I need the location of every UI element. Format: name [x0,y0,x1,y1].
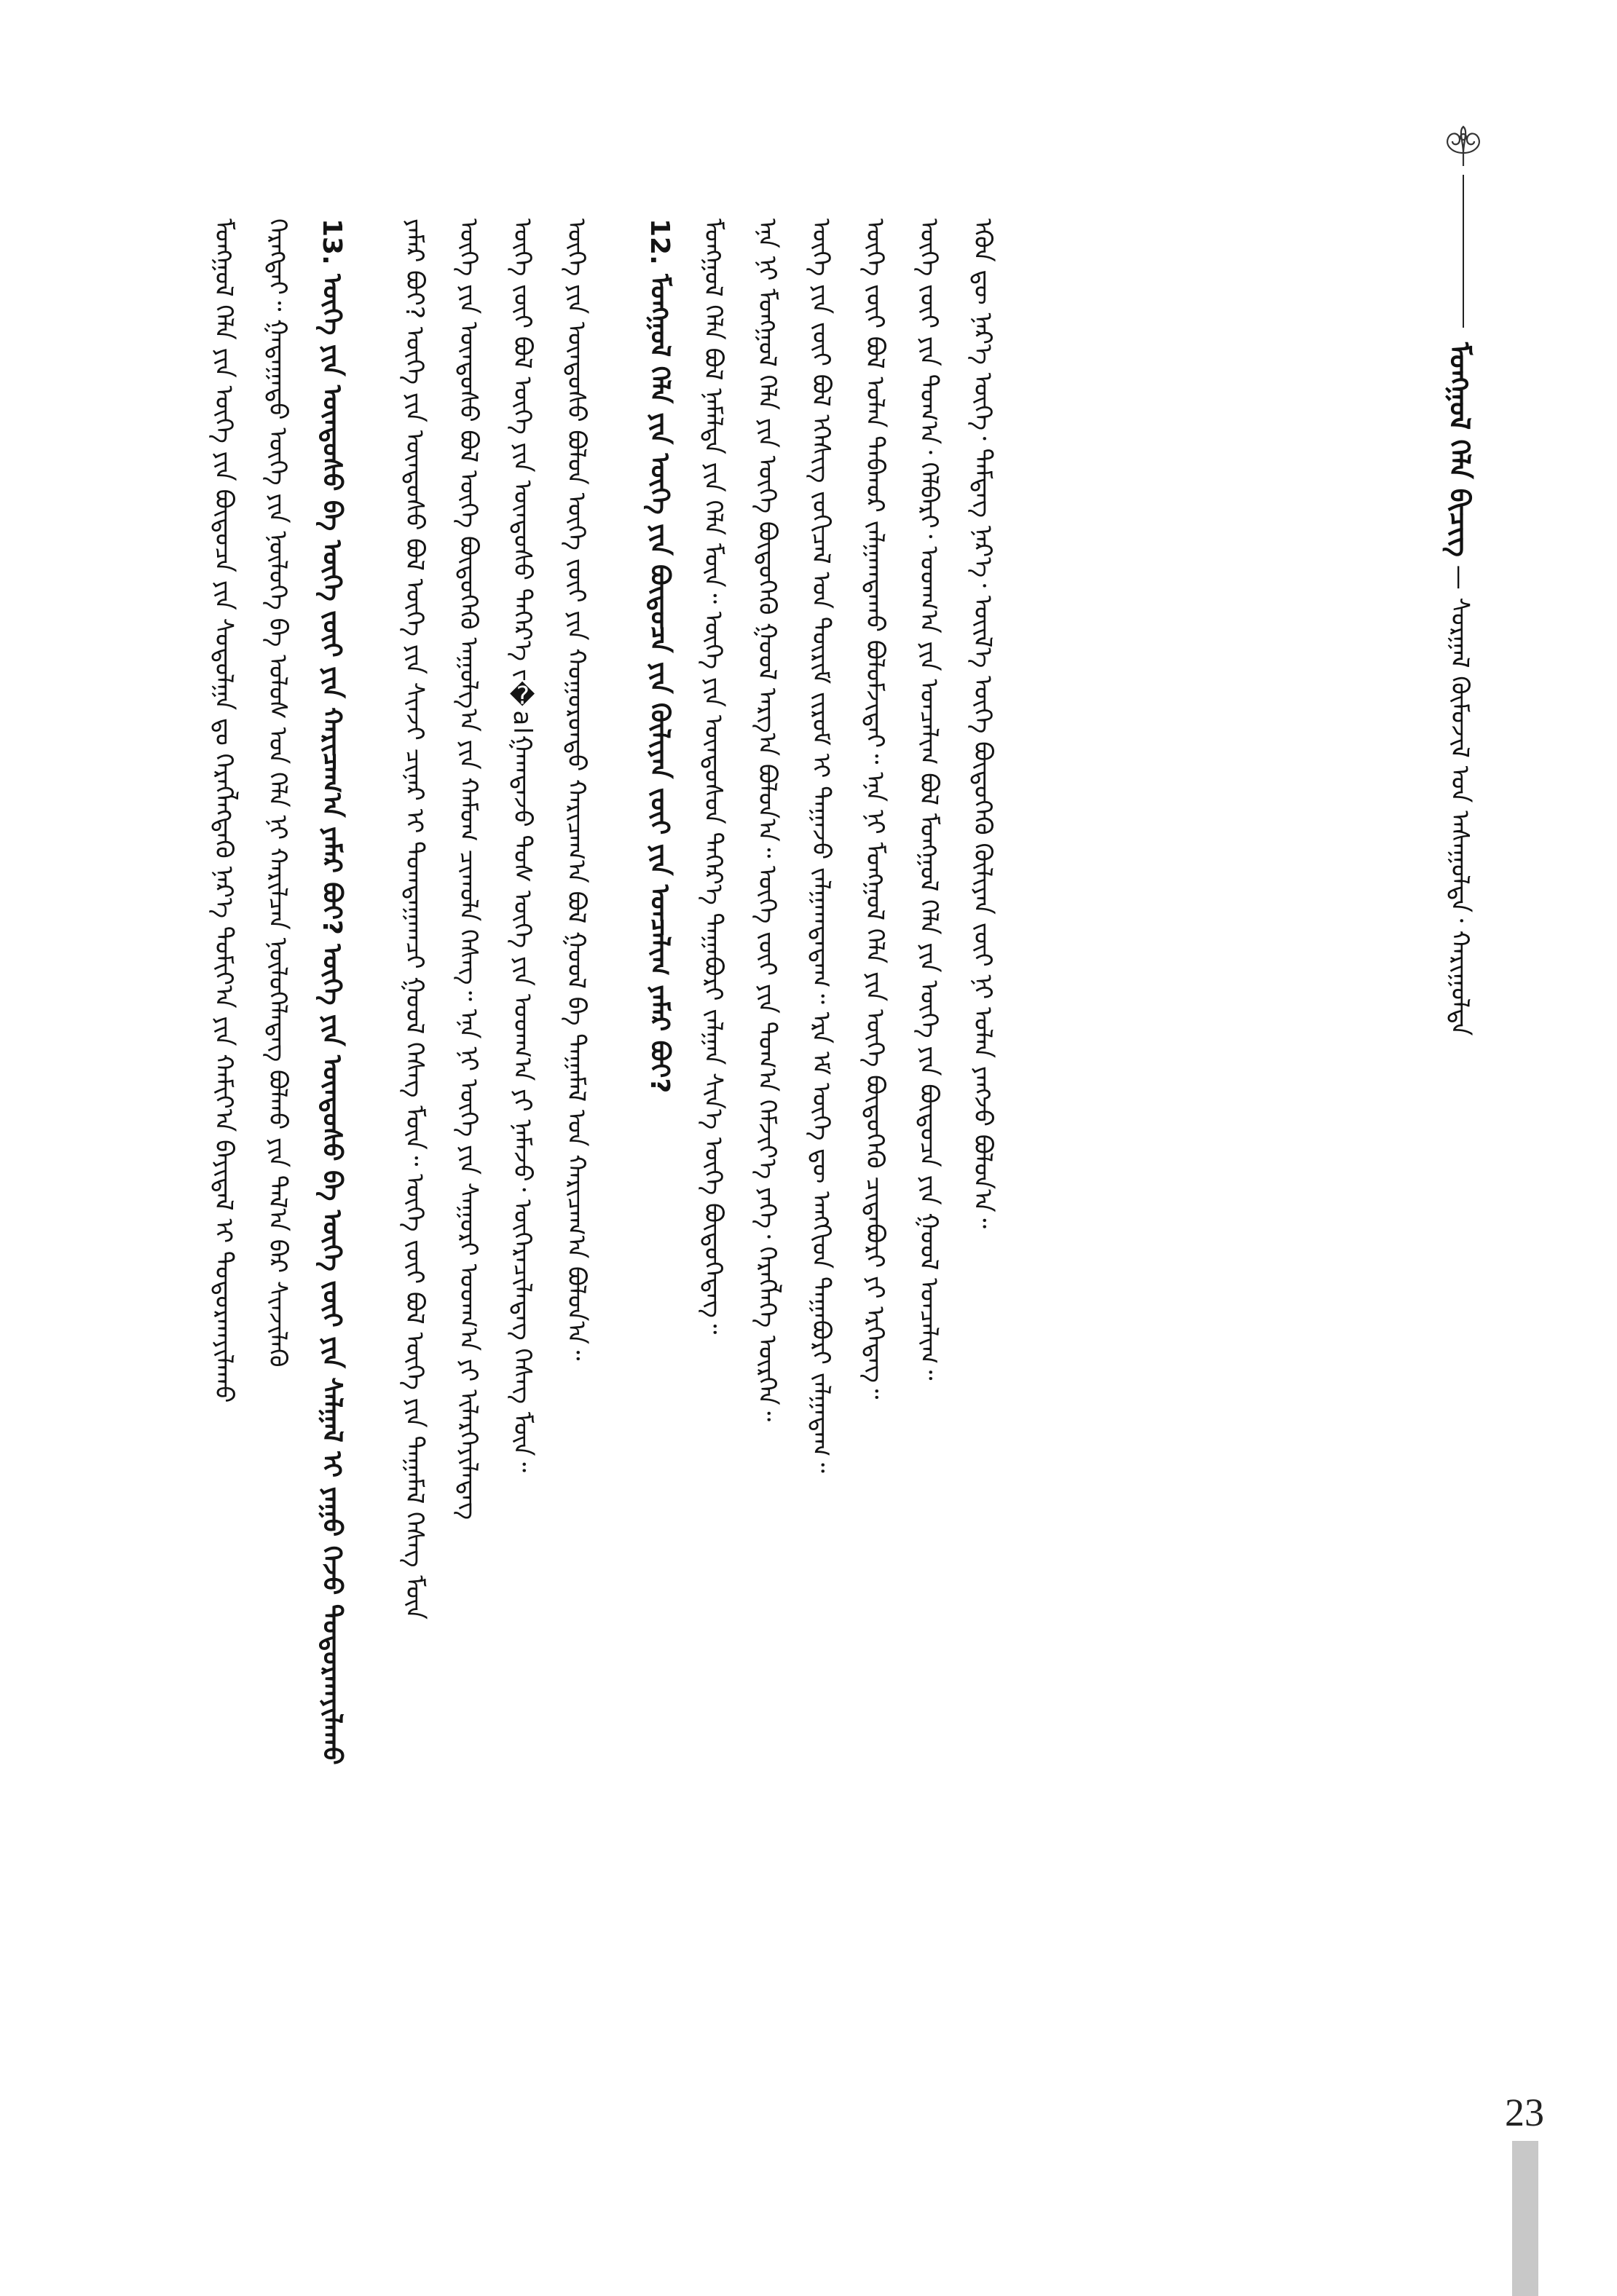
body-text [197,218,1377,2170]
text-column: ᠮᠣᠩᠭᠣᠯ ᠬᠡᠯᠡ ᠶᠢᠨ ᠦᠭᠡ ᠶᠢᠨ ᠪᠦᠲᠦᠴᠡ ᠶᠢᠨ ᠰᠤᠳᠤᠯᠭᠠ ᠳᠤ ᠬᠡᠷᠡᠭᠯᠡᠭᠳᠡᠬᠦ ᠨᠡᠷ᠎ᠡ ᠲᠣᠮᠢᠶ᠎ᠠ ᠶᠢᠨ ᠬᠠᠮᠢᠶ᠎ᠠ ᠪᠠᠶᠢᠳᠠᠯ ᠢ ᠲᠣᠳᠣᠷᠬᠠᠶᠢᠯᠠᠬᠤ [209,218,238,1403]
text-column: ᠮᠣᠩᠭᠣᠯ ᠬᠡᠯᠡ ᠪᠣᠯ ᠨᠡᠮᠡᠯᠲᠡ ᠶᠢᠨ ᠬᠡᠯᠡ ᠮᠥᠨ᠃ ᠦᠭᠡ ᠶᠢᠨ ᠦᠨᠳᠦᠰᠦᠨ ᠳᠡᠭᠡᠷ᠎ᠡ ᠳᠠᠭᠠᠪᠤᠷᠢ ᠵᠠᠯᠭᠠᠨ ᠰᠢᠨ᠎ᠡ ᠦᠭᠡ ᠪᠦᠲᠦᠭᠡᠳᠡᠭ᠃ [699,218,728,1335]
header-subtitle: — ᠰᠤᠷᠭᠠᠯ ᠬᠦᠮᠦᠵᠢᠯ ᠤᠨ ᠠᠰᠠᠭᠤᠯᠲᠠ᠂ ᠬᠠᠷᠢᠭᠤᠯᠲᠠ [1445,564,1474,1036]
question-heading: 12. ᠮᠣᠩᠭᠣᠯ ᠬᠡᠯᠡ ᠶᠢᠨ ᠦᠭᠡ ᠶᠢᠨ ᠪᠦᠲᠦᠴᠡ ᠶᠢᠨ ᠬᠦᠯᠢᠶᠡᠨ ᠵᠦᠢ ᠶᠢᠨ ᠣᠨᠴᠠᠯᠢᠭ ᠶᠠᠮᠠᠷ ᠪᠣᠢ? [645,218,674,1094]
text-column: ᠦᠭᠡ ᠶᠢᠨ ᠦᠨᠳᠦᠰᠦ ᠪᠣᠯᠤᠨ ᠦᠭᠡ ᠵᠦᠢ ᠶᠢᠨ ᠬᠣᠭᠣᠷᠣᠨᠳᠤ ᠬᠠᠷᠢᠴᠠᠭ᠎ᠠ ᠪᠣᠯ ᠭᠣᠣᠯ ᠪᠠ ᠳᠠᠭᠠᠮᠠᠯ ᠤᠨ ᠬᠠᠷᠢᠴᠠᠭ᠎ᠠ ᠪᠣᠯᠤᠨ᠎ᠠ᠃ [562,218,591,1361]
header-rule [1463,175,1464,328]
text-column: ᠦᠭᠡ ᠵᠦᠢ ᠪᠣᠯ ᠣᠯᠠᠨ ᠳᠠᠪᠬᠤᠷ ᠵᠠᠯᠭᠠᠭᠳᠠᠬᠤ ᠪᠣᠯᠤᠮᠵᠢᠲᠠᠢ᠃ ᠡᠨᠡ ᠨᠢ ᠮᠣᠩᠭᠣᠯ ᠬᠡᠯᠡ ᠶᠢᠨ ᠦᠭᠡ ᠪᠦᠲᠦᠭᠡᠬᠦ ᠴᠢᠳᠠᠪᠤᠷᠢ ᠶᠢ ᠡᠷᠬᠡᠳᠡᠭ᠃ [860,218,889,1400]
text-column: ᠦᠭᠡ ᠶᠢᠨ ᠦᠨᠳᠦᠰᠦ ᠪᠣᠯ ᠦᠭᠡ ᠪᠦᠲᠦᠭᠡᠬᠦ ᠠᠭᠤᠯᠭ᠎ᠠ ᠶᠢᠨ ᠬᠠᠮᠤᠭ ᠴᠢᠬᠤᠯᠠ ᠬᠡᠰᠡᠭ᠃ ᠡᠨᠡ ᠨᠢ ᠦᠭᠡ ᠶᠢᠨ ᠰᠠᠭᠤᠷᠢ ᠤᠳᠬ᠎ᠠ ᠶᠢ ᠢᠯᠡᠷᠬᠡᠶᠢᠯᠡᠳᠡᠭ [454,218,483,1520]
page-number: 23 [1505,2091,1544,2134]
text-column: ᠦᠭᠡ ᠵᠦᠢ ᠶᠢᠨ ᠲᠣᠭ᠎ᠠ᠂ ᠬᠡᠯᠪᠡᠷᠢ᠂ ᠤᠳᠬ᠎ᠠ ᠶᠢᠨ ᠣᠨᠴᠠᠯᠢᠭ ᠪᠣᠯ ᠮᠣᠩᠭᠣᠯ ᠬᠡᠯᠡ ᠶᠢᠨ ᠦᠭᠡ ᠶᠢᠨ ᠪᠦᠲᠦᠴᠡ ᠶᠢᠨ ᠭᠣᠣᠯ ᠣᠨᠴᠠᠯᠢᠭ᠃ [914,218,943,1381]
text-column: ᠡᠭᠦᠨ ᠳᠦ ᠨᠡᠷ᠎ᠡ ᠦᠭᠡ᠂ ᠲᠡᠮᠳᠡᠭ ᠨᠡᠷ᠎ᠡ᠂ ᠦᠢᠯ᠎ᠡ ᠦᠭᠡ ᠪᠦᠲᠦᠭᠡᠬᠦ ᠬᠦᠯᠢᠶᠡᠨ ᠵᠦᠢ ᠨᠢ ᠣᠯᠠᠨ ᠶᠠᠩᠵᠤ ᠪᠣᠯᠤᠨ᠎ᠠ᠃ [968,218,997,1229]
text-column: ᠬᠡᠷᠡᠭᠲᠡᠢ᠃ ᠭᠠᠳᠠᠭᠠᠳᠤ ᠦᠭᠡ ᠶᠢᠨ ᠨᠥᠯᠦᠭᠡ ᠪᠠ ᠤᠯᠤᠰ ᠤᠨ ᠬᠡᠯᠡ ᠨᠢ ᠬᠠᠷᠢᠯᠴᠠᠨ ᠨᠥᠯᠦᠭᠡᠯᠡᠳᠡᠭ ᠪᠣᠯᠬᠣ ᠶᠢᠨ ᠲᠠᠯ᠎ᠠ ᠪᠡᠷ ᠰᠢᠨᠵᠢᠯᠡᠬᠦ [263,218,292,1368]
page-edge-tab [1512,2141,1538,2296]
running-header [1435,124,1493,1036]
knot-ornament-icon [1438,124,1489,167]
text-column: ᠦᠭᠡ ᠵᠦᠢ ᠪᠣᠯ ᠦᠭᠡ ᠶᠢᠨ ᠦᠨᠳᠦᠰᠦ ᠳᠡᠭᠡᠷ᠎ᠡ ᠵ�alᠭᠠᠭᠳᠠᠵᠤ ᠲᠤᠰ ᠦᠭᠡ ᠶᠢᠨ ᠤᠳᠬ᠎ᠠ ᠶᠢ ᠨᠡᠮᠡᠵᠦ᠂ ᠥᠭᠡᠷᠡᠴᠢᠯᠡᠳᠡᠭ ᠬᠡᠰᠡᠭ ᠮᠥᠨ᠃ [508,218,537,1472]
text-column: ᠡᠨᠡ ᠨᠢ ᠮᠣᠩᠭᠣᠯ ᠬᠡᠯᠡ ᠶᠢᠨ ᠦᠭᠡ ᠪᠦᠲᠦᠭᠡᠬᠦ ᠭᠣᠣᠯ ᠠᠷᠭ᠎ᠠ ᠪᠣᠯᠤᠨ᠎ᠠ᠃ ᠦᠭᠡ ᠵᠦᠢ ᠶᠢᠨ ᠲᠣᠭ᠎ᠠ ᠬᠡᠮᠵᠢᠶ᠎ᠡ ᠶᠡᠬᠡ᠂ ᠬᠡᠷᠡᠭᠯᠡᠭᠡ ᠥᠷᠭᠡᠨ᠃ [752,218,782,1422]
question-heading: 13. ᠦᠭᠡ ᠶᠢᠨ ᠦᠨᠳᠦᠰᠦ ᠪᠠ ᠦᠭᠡ ᠵᠦᠢ ᠶᠢᠨ ᠬᠠᠷᠢᠴᠠᠭ᠎ᠠ ᠶᠠᠮᠠᠷ ᠪᠣᠢ? ᠦᠭᠡ ᠶᠢᠨ ᠦᠨᠳᠦᠰᠦ ᠪᠠ ᠦᠭᠡ ᠵᠦᠢ ᠶᠢᠨ ᠰᠠᠯᠭᠠᠯ ᠢ ᠶᠠᠭᠤ ᠭᠡᠵᠦ ᠲᠣᠳᠣᠷᠬᠠᠶᠢᠯᠠᠬᠤ [317,218,347,1765]
text-column: ᠦᠭᠡ ᠶᠢᠨ ᠵᠦᠢ ᠪᠣᠯ ᠡᠭᠡᠰᠢᠭ ᠵᠣᠬᠢᠴᠠᠯ ᠤᠨ ᠳᠦᠷᠢᠮ ᠵᠢᠷᠤᠮ ᠢ ᠳᠠᠭᠠᠵᠤ ᠵᠠᠯᠭᠠᠭᠳᠠᠳᠠᠭ᠃ ᠡᠷᠡ ᠡᠮ ᠦᠭᠡ ᠳᠦ ᠠᠩᠭᠢᠳ ᠳᠠᠭᠠᠪᠤᠷᠢ ᠵᠠᠯᠭᠠᠳᠠᠭ᠃ [806,218,835,1473]
text-column: ᠶᠠᠮᠠᠷ ᠪᠣᠢ? ᠦᠭᠡ ᠶᠢᠨ ᠦᠨᠳᠦᠰᠦ ᠪᠣᠯ ᠦᠭᠡ ᠶᠢᠨ ᠰᠢᠨᠵᠢ ᠴᠢᠨᠠᠷ ᠢ ᠲᠣᠭᠲᠠᠭᠠᠭᠴᠢ ᠭᠣᠣᠯ ᠬᠡᠰᠡᠭ ᠮᠥᠨ᠃ ᠦᠭᠡ ᠵᠦᠢ ᠪᠣᠯ ᠦᠭᠡ ᠶᠢᠨ ᠳᠠᠭᠠᠮᠠᠯ ᠬᠡᠰᠡᠭ ᠮᠥᠨ [400,218,429,1620]
header-title-block [1445,342,1474,1035]
header-title: ᠮᠣᠩᠭᠣᠯ ᠬᠡᠯᠡ ᠪᠢᠴᠢᠭ [1444,342,1476,557]
